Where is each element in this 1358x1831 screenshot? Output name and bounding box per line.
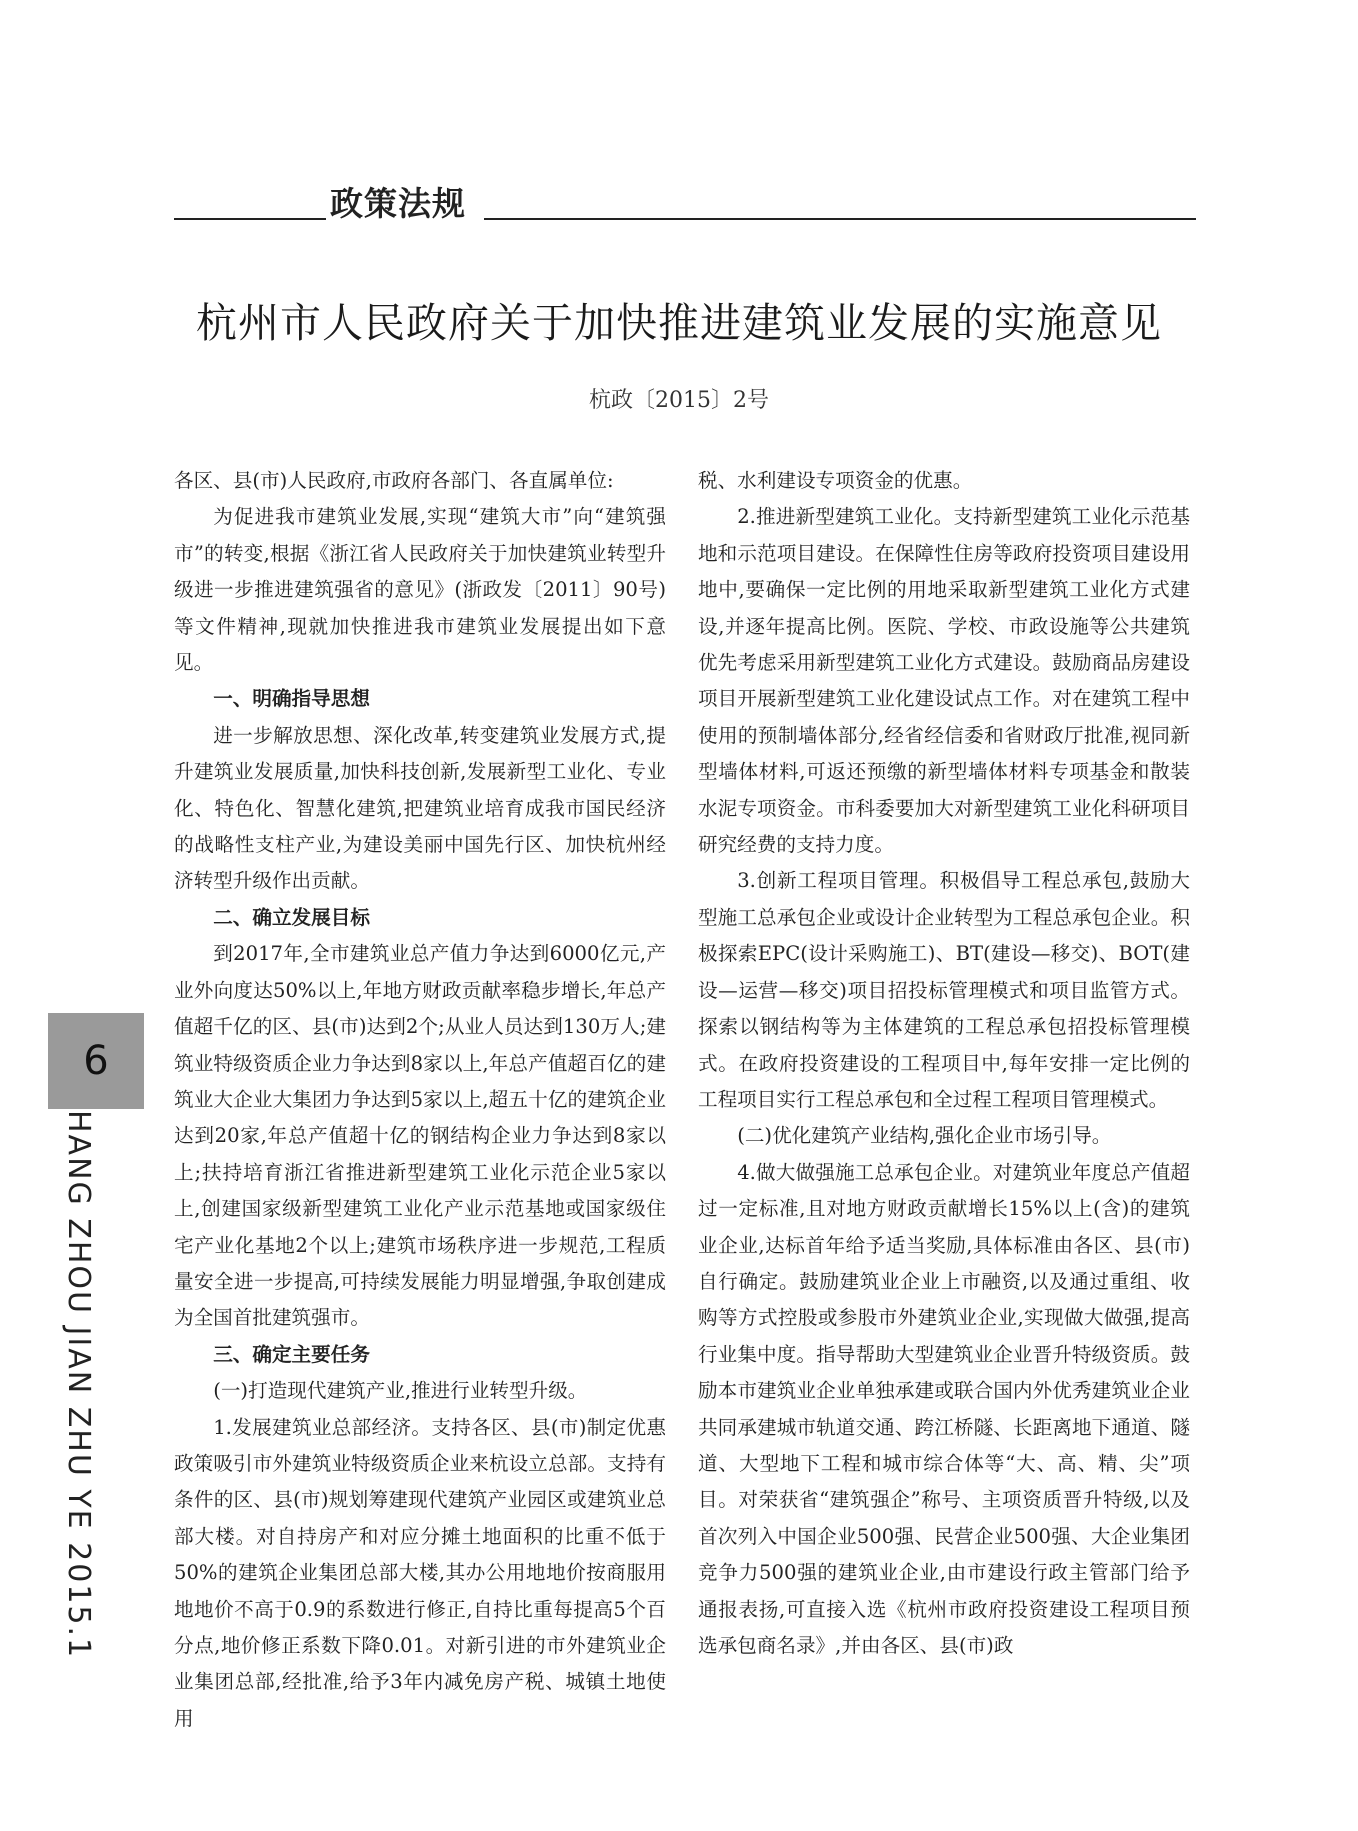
guiding-ideology-paragraph: 进一步解放思想、深化改革,转变建筑业发展方式,提升建筑业发展质量,加快科技创新,发展新型工业化、专业化、特色化、智慧化建筑,把建筑业培育成我市国民经济的战略性支柱产业,为建设美丽中国先行区、加快杭州经济转型升级作出贡献。 (174, 723, 666, 893)
document-number: 杭政〔2015〕2号 (589, 388, 769, 413)
subsection-2-title: (二)优化建筑产业结构,强化企业市场引导。 (737, 1124, 1112, 1148)
task-1-paragraph: 1.发展建筑业总部经济。支持各区、县(市)制定优惠政策吸引市外建筑业特级资质企业来杭设立总部。支持有条件的区、县(市)规划筹建现代建筑产业园区或建筑业总部大楼。对自持房产和对应分摊土地面积的比重不低于50%的建筑企业集团总部大楼,其办公用地地价按商服用地地价不高于0.9的系数进行修正,自持比重每提高5个百分点,地价修正系数下降0.01。对新引进的市外建筑业企业集团总部,经批准,给予3年内减免房产税、城镇土地使用 (174, 1415, 666, 1730)
continuation-paragraph: 税、水利建设专项资金的优惠。 (698, 469, 973, 492)
left-column (174, 463, 666, 1737)
subsection-1-title: (一)打造现代建筑产业,推进行业转型升级。 (213, 1379, 588, 1403)
header-rule-right (484, 218, 1196, 220)
development-goals-paragraph: 到2017年,全市建筑业总产值力争达到6000亿元,产业外向度达50%以上,年地方财政贡献率稳步增长,年总产值超千亿的区、县(市)达到2个;从业人员达到130万人;建筑业特级资质企业力争达到8家以上,年总产值超百亿的建筑业大企业大集团力争达到5家以上,超五十亿的建筑企业达到20家,年总产值超十亿的钢结构企业力争达到8家以上;扶持培育浙江省推进新型建筑工业化示范企业5家以上,创建国家级新型建筑工业化产业示范基地或国家级住宅产业化基地2个以上;建筑市场秩序进一步规范,工程质量安全进一步提高,可持续发展能力明显增强,争取创建成为全国首批建筑强市。 (174, 942, 666, 1330)
task-3-paragraph: 3.创新工程项目管理。积极倡导工程总承包,鼓励大型施工总承包企业或设计企业转型为工程总承包企业。积极探索EPC(设计采购施工)、BT(建设—移交)、BOT(建设—运营—移交)项目招投标管理模式和项目监管方式。探索以钢结构等为主体建筑的工程总承包招投标管理模式。在政府投资建设的工程项目中,每年安排一定比例的工程项目实行工程总承包和全过程工程项目管理模式。 (698, 869, 1190, 1111)
task-4-paragraph: 4.做大做强施工总承包企业。对建筑业年度总产值超过一定标准,且对地方财政贡献增长15%以上(含)的建筑业企业,达标首年给予适当奖励,具体标准由各区、县(市)自行确定。鼓励建筑业企业上市融资,以及通过重组、收购等方式控股或参股市外建筑业企业,实现做大做强,提高行业集中度。指导帮助大型建筑业企业晋升特级资质。鼓励本市建筑业企业单独承建或联合国内外优秀建筑业企业共同承建城市轨道交通、跨江桥隧、长距离地下通道、隧道、大型地下工程和城市综合体等“大、高、精、尖”项目。对荣获省“建筑强企”称号、主项资质晋升特级,以及首次列入中国企业500强、民营企业500强、大企业集团竞争力500强的建筑业企业,由市建设行政主管部门给予通报表扬,可直接入选《杭州市政府投资建设工程项目预选承包商名录》,并由各区、县(市)政 (698, 1160, 1190, 1657)
heading-development-goals: 二、确立发展目标 (213, 905, 370, 929)
section-header (174, 178, 1196, 222)
right-column (698, 463, 1190, 1664)
heading-guiding-ideology: 一、明确指导思想 (213, 687, 370, 711)
task-2-paragraph: 2.推进新型建筑工业化。支持新型建筑工业化示范基地和示范项目建设。在保障性住房等政府投资项目建设用地中,要确保一定比例的用地采取新型建筑工业化方式建设,并逐年提高比例。医院、学校、市政设施等公共建筑优先考虑采用新型建筑工业化方式建设。鼓励商品房建设项目开展新型建筑工业化建设试点工作。对在建筑工程中使用的预制墙体部分,经省经信委和省财政厅批准,视同新型墙体材料,可返还预缴的新型墙体材料专项基金和散装水泥专项资金。市科委要加大对新型建筑工业化科研项目研究经费的支持力度。 (698, 505, 1190, 857)
page-number: 6 (83, 1038, 109, 1084)
journal-issue-text: HANG ZHOU JIAN ZHU YE 2015.1 (61, 1110, 96, 1660)
heading-main-tasks: 三、确定主要任务 (213, 1342, 370, 1366)
page-number-box (48, 1013, 144, 1109)
addressee-paragraph: 各区、县(市)人民政府,市政府各部门、各直属单位: (174, 469, 614, 492)
section-label: 政策法规 (330, 184, 466, 223)
intro-paragraph: 为促进我市建筑业发展,实现“建筑大市”向“建筑强市”的转变,根据《浙江省人民政府关于加快建筑业转型升级进一步推进建筑强省的意见》(浙政发〔2011〕90号)等文件精神,现就加快推进我市建筑业发展提出如下意见。 (174, 505, 666, 675)
header-rule-left (174, 218, 326, 220)
document-title: 杭州市人民政府关于加快推进建筑业发展的实施意见 (196, 299, 1162, 347)
